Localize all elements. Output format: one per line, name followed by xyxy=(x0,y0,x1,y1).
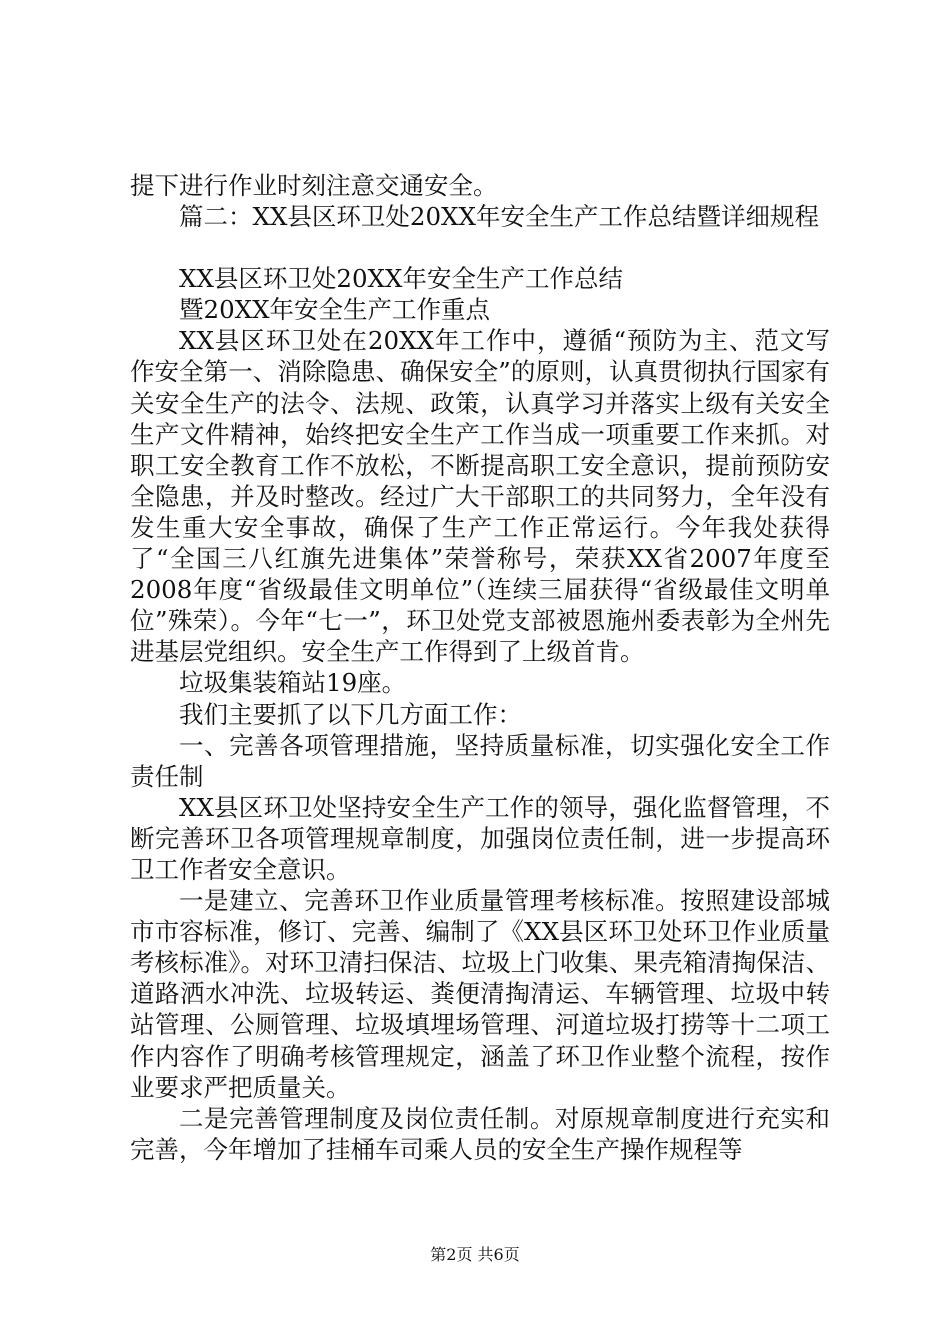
paragraph-stations: 垃圾集装箱站19座。 xyxy=(179,668,407,698)
paragraph-continuation: 提下进行作业时刻注意交通安全。 xyxy=(130,171,498,200)
document-body xyxy=(130,170,830,1165)
page-footer: 第2页 共6页 xyxy=(430,1245,520,1264)
paragraph-point-one: 一是建立、完善环卫作业质量管理考核标准。按照建设部城市市容标准，修订、完善、编制了《XX县区环卫处环卫作业质量考核标准》。对环卫清扫保洁、垃圾上门收集、果壳箱清掏保洁、道路洒水冲洗、垃圾转运、粪便清掏清运、车辆管理、垃圾中转站管理、公厕管理、垃圾填埋场管理、河道垃圾打捞等十二项工作内容作了明确考核管理规定，涵盖了环卫作业整个流程，按作业要求严把质量关。 xyxy=(130,886,830,1102)
paragraph-work-list: 我们主要抓了以下几方面工作： xyxy=(179,699,522,729)
paragraph-leadership: XX县区环卫处坚持安全生产工作的领导，强化监督管理，不断完善环卫各项管理规章制度，加强岗位责任制，进一步提高环卫工作者安全意识。 xyxy=(130,792,830,884)
blank-line xyxy=(130,232,830,263)
paragraph-intro: XX县区环卫处在20XX年工作中，遵循“预防为主、范文写作安全第一、消除隐患、确保安全”的原则，认真贯彻执行国家有关安全生产的法令、法规、政策，认真学习并落实上级有关安全生产文件精神，始终把安全生产工作当成一项重要工作来抓。对职工安全教育工作不放松，不断提高职工安全意识，提前预防安全隐患，并及时整改。经过广大干部职工的共同努力，全年没有发生重大安全事故，确保了生产工作正常运行。今年我处获得了“全国三八红旗先进集体”荣誉称号，荣获XX省2007年度至2008年度“省级最佳文明单位”（连续三届获得“省级最佳文明单位”殊荣）。今年“七一”，环卫处党支部被恩施州委表彰为全州先进基层党组织。安全生产工作得到了上级首肯。 xyxy=(130,326,830,667)
document-title: XX县区环卫处20XX年安全生产工作总结 xyxy=(179,264,623,294)
paragraph-point-two: 二是完善管理制度及岗位责任制。对原规章制度进行充实和完善，今年增加了挂桶车司乘人员的安全生产操作规程等 xyxy=(130,1103,830,1164)
section-heading: 篇二：XX县区环卫处20XX年安全生产工作总结暨详细规程 xyxy=(179,202,819,232)
subheading-one: 一、完善各项管理措施，坚持质量标准，切实强化安全工作责任制 xyxy=(130,730,830,791)
document-subtitle: 暨20XX年安全生产工作重点 xyxy=(179,295,491,325)
